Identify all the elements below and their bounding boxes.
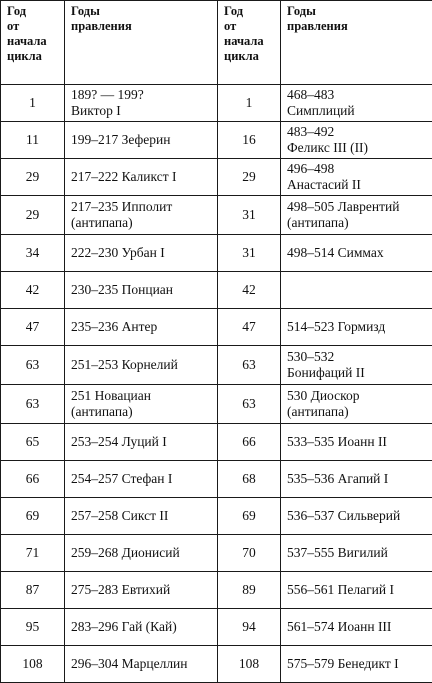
reign-cell <box>281 159 432 196</box>
cycle-year-cell: 42 <box>1 272 65 309</box>
table-row <box>1 309 432 346</box>
cycle-year-cell: 68 <box>218 461 281 498</box>
table-row <box>1 196 432 235</box>
reign-cell <box>281 498 432 535</box>
cycle-year-cell: 71 <box>1 535 65 572</box>
reign-cell <box>65 85 218 122</box>
reign-line: Симплиций <box>287 103 426 119</box>
reign-cell <box>65 346 218 385</box>
header-year-from-cycle-start-2: Год от начала цикла <box>218 1 281 85</box>
reign-line: (антипапа) <box>71 404 211 420</box>
cycle-year-cell: 66 <box>218 424 281 461</box>
reign-line: 561–574 Иоанн III <box>287 619 426 635</box>
cycle-year-cell: 95 <box>1 609 65 646</box>
reign-line: Анастасий II <box>287 177 426 193</box>
cycle-year-cell: 47 <box>1 309 65 346</box>
reign-line: Феликс III (II) <box>287 140 426 156</box>
reign-line: 498–514 Симмах <box>287 245 426 261</box>
reign-line: 235–236 Антер <box>71 319 211 335</box>
cycle-year-cell: 11 <box>1 122 65 159</box>
reign-line: Виктор I <box>71 103 211 119</box>
cycle-year-cell: 63 <box>1 346 65 385</box>
reign-cell <box>281 646 432 683</box>
reign-cell <box>281 272 432 309</box>
reign-line: 199–217 Зеферин <box>71 132 211 148</box>
reign-line: 222–230 Урбан I <box>71 245 211 261</box>
cycle-year-cell: 66 <box>1 461 65 498</box>
reign-cell <box>281 385 432 424</box>
reign-cell <box>65 498 218 535</box>
reign-cell <box>65 609 218 646</box>
table-row <box>1 424 432 461</box>
reign-cell <box>65 235 218 272</box>
reign-line: (антипапа) <box>71 215 211 231</box>
reign-cell <box>65 461 218 498</box>
table-row <box>1 535 432 572</box>
header-row <box>1 1 432 85</box>
reign-cell <box>281 572 432 609</box>
reign-cell <box>281 235 432 272</box>
reign-cell <box>281 535 432 572</box>
reign-cell <box>65 309 218 346</box>
reign-line: 530–532 <box>287 349 426 365</box>
table-row <box>1 159 432 196</box>
cycle-year-cell: 108 <box>218 646 281 683</box>
reign-line: 533–535 Иоанн II <box>287 434 426 450</box>
cycle-year-cell: 70 <box>218 535 281 572</box>
reign-cell <box>65 572 218 609</box>
reign-line: 217–235 Ипполит <box>71 199 211 215</box>
table-row <box>1 85 432 122</box>
reign-cell <box>281 346 432 385</box>
reign-cell <box>281 196 432 235</box>
reign-cell <box>65 122 218 159</box>
table-row <box>1 498 432 535</box>
reign-line: 259–268 Дионисий <box>71 545 211 561</box>
reign-line: 575–579 Бенедикт I <box>287 656 426 672</box>
cycle-year-cell: 31 <box>218 235 281 272</box>
cycle-year-cell: 1 <box>1 85 65 122</box>
cycle-year-cell: 87 <box>1 572 65 609</box>
cycle-year-cell: 29 <box>218 159 281 196</box>
cycle-year-cell: 63 <box>218 385 281 424</box>
reign-cell <box>281 609 432 646</box>
reign-cell <box>65 424 218 461</box>
reign-line: 254–257 Стефан I <box>71 471 211 487</box>
reign-line: 253–254 Луций I <box>71 434 211 450</box>
reign-cell <box>65 535 218 572</box>
header-reign-years-1: Годы правления <box>65 1 218 85</box>
cycle-year-cell: 47 <box>218 309 281 346</box>
reign-cell <box>65 272 218 309</box>
reign-cell <box>281 309 432 346</box>
reign-line: (антипапа) <box>287 404 426 420</box>
reign-line: 189? — 199? <box>71 87 211 103</box>
reign-line: (антипапа) <box>287 215 426 231</box>
reign-cell <box>65 196 218 235</box>
header-reign-years-2: Годы правления <box>281 1 432 85</box>
reign-line: 296–304 Марцеллин <box>71 656 211 672</box>
reign-line: 275–283 Евтихий <box>71 582 211 598</box>
reign-line: 535–536 Агапий I <box>287 471 426 487</box>
reign-line: 230–235 Понциан <box>71 282 211 298</box>
reign-line: 536–537 Сильверий <box>287 508 426 524</box>
reign-line: 468–483 <box>287 87 426 103</box>
cycle-year-cell: 63 <box>218 346 281 385</box>
cycle-year-cell: 34 <box>1 235 65 272</box>
cycle-year-cell: 29 <box>1 196 65 235</box>
cycle-year-cell: 65 <box>1 424 65 461</box>
cycle-year-cell: 69 <box>218 498 281 535</box>
table-row <box>1 609 432 646</box>
reign-line: 251–253 Корнелий <box>71 357 211 373</box>
cycle-year-cell: 16 <box>218 122 281 159</box>
reign-cell <box>281 122 432 159</box>
table-body <box>1 85 432 683</box>
reign-line: 537–555 Вигилий <box>287 545 426 561</box>
reign-cell <box>281 85 432 122</box>
table-row <box>1 572 432 609</box>
reign-line: 498–505 Лаврентий <box>287 199 426 215</box>
reign-line: 257–258 Сикст II <box>71 508 211 524</box>
reign-cell <box>281 424 432 461</box>
reign-line: 483–492 <box>287 124 426 140</box>
reign-cell <box>65 646 218 683</box>
reign-line: Бонифаций II <box>287 365 426 381</box>
cycle-year-cell: 108 <box>1 646 65 683</box>
cycle-year-cell: 1 <box>218 85 281 122</box>
table-row <box>1 272 432 309</box>
table-row <box>1 646 432 683</box>
reign-line: 530 Диоскор <box>287 388 426 404</box>
cycle-year-cell: 29 <box>1 159 65 196</box>
cycle-year-cell: 63 <box>1 385 65 424</box>
cycle-year-cell: 89 <box>218 572 281 609</box>
reign-cell <box>65 159 218 196</box>
table-row <box>1 235 432 272</box>
reign-cell <box>281 461 432 498</box>
cycle-year-cell: 69 <box>1 498 65 535</box>
table-row <box>1 385 432 424</box>
reign-cell <box>65 385 218 424</box>
reign-line: 496–498 <box>287 161 426 177</box>
header-year-from-cycle-start-1: Год от начала цикла <box>1 1 65 85</box>
reign-line: 514–523 Гормизд <box>287 319 426 335</box>
reign-line: 251 Новациан <box>71 388 211 404</box>
cycle-year-cell: 42 <box>218 272 281 309</box>
reign-line: 283–296 Гай (Кай) <box>71 619 211 635</box>
table-row <box>1 461 432 498</box>
table-row <box>1 346 432 385</box>
reign-line: 217–222 Каликст I <box>71 169 211 185</box>
cycle-year-cell: 94 <box>218 609 281 646</box>
table-row <box>1 122 432 159</box>
reign-line: 556–561 Пелагий I <box>287 582 426 598</box>
cycle-year-cell: 31 <box>218 196 281 235</box>
